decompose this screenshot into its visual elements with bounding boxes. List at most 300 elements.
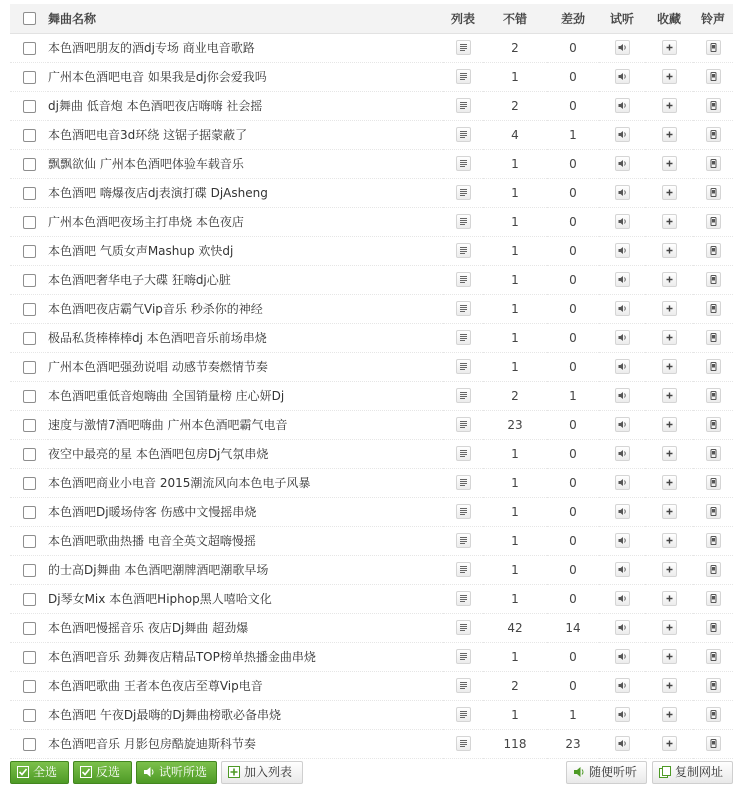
table-row	[10, 207, 733, 236]
phone-icon[interactable]	[706, 533, 721, 548]
table-row	[10, 439, 733, 468]
play-cell	[599, 207, 645, 236]
table-row	[10, 642, 733, 671]
song-name[interactable]: 本色酒吧电音3d环绕 这锯子据蒙蔽了	[48, 128, 248, 142]
list-cell	[443, 671, 483, 700]
row-check-cell	[10, 178, 48, 207]
list-icon[interactable]	[456, 475, 471, 490]
plus-icon[interactable]	[662, 388, 677, 403]
ring-cell	[693, 149, 733, 178]
ring-cell	[693, 178, 733, 207]
song-name[interactable]: 广州本色酒吧夜场主打串烧 本色夜店	[48, 215, 244, 229]
list-cell	[443, 91, 483, 120]
table-row	[10, 294, 733, 323]
speaker-icon[interactable]	[615, 359, 630, 374]
header-list: 列表	[443, 4, 483, 33]
row-checkbox[interactable]	[23, 216, 36, 229]
row-checkbox[interactable]	[23, 361, 36, 374]
list-icon[interactable]	[456, 272, 471, 287]
good-count: 1	[511, 707, 519, 722]
list-cell	[443, 62, 483, 91]
play-cell	[599, 236, 645, 265]
bad-count: 0	[569, 591, 577, 606]
row-check-cell	[10, 468, 48, 497]
row-checkbox[interactable]	[23, 187, 36, 200]
row-checkbox[interactable]	[23, 506, 36, 519]
list-cell	[443, 468, 483, 497]
row-check-cell	[10, 555, 48, 584]
row-checkbox[interactable]	[23, 71, 36, 84]
header-ring: 铃声	[693, 4, 733, 33]
plus-icon[interactable]	[662, 214, 677, 229]
list-icon[interactable]	[456, 40, 471, 55]
ring-cell	[693, 497, 733, 526]
fav-cell	[645, 729, 693, 758]
list-cell	[443, 236, 483, 265]
phone-icon[interactable]	[706, 417, 721, 432]
song-name[interactable]: 本色酒吧商业小电音 2015潮流风向本色电子风暴	[48, 476, 311, 490]
song-name[interactable]: 速度与激情7酒吧嗨曲 广州本色酒吧霸气电音	[48, 418, 288, 432]
play-cell	[599, 265, 645, 294]
speaker-icon[interactable]	[615, 707, 630, 722]
list-icon[interactable]	[456, 185, 471, 200]
fav-cell	[645, 613, 693, 642]
good-count: 1	[511, 591, 519, 606]
bad-count: 0	[569, 301, 577, 316]
plus-icon[interactable]	[662, 98, 677, 113]
ring-cell	[693, 671, 733, 700]
good-count: 1	[511, 504, 519, 519]
song-name[interactable]: 本色酒吧Dj暖场侍客 伤感中文慢摇串烧	[48, 505, 257, 519]
list-icon[interactable]	[456, 301, 471, 316]
phone-icon[interactable]	[706, 330, 721, 345]
table-row	[10, 178, 733, 207]
play-cell	[599, 584, 645, 613]
invert-selection-button[interactable]	[73, 761, 132, 784]
plus-icon[interactable]	[662, 40, 677, 55]
bad-count: 0	[569, 417, 577, 432]
row-checkbox[interactable]	[23, 738, 36, 751]
plus-icon[interactable]	[662, 707, 677, 722]
play-cell	[599, 352, 645, 381]
list-icon[interactable]	[456, 620, 471, 635]
list-icon[interactable]	[456, 214, 471, 229]
fav-cell	[645, 410, 693, 439]
plus-icon[interactable]	[662, 330, 677, 345]
row-checkbox[interactable]	[23, 564, 36, 577]
good-count: 1	[511, 69, 519, 84]
ring-cell	[693, 439, 733, 468]
speaker-icon[interactable]	[615, 243, 630, 258]
good-count: 1	[511, 301, 519, 316]
row-checkbox[interactable]	[23, 158, 36, 171]
phone-icon[interactable]	[706, 707, 721, 722]
play-cell	[599, 642, 645, 671]
plus-icon[interactable]	[662, 301, 677, 316]
row-checkbox[interactable]	[23, 622, 36, 635]
table-row	[10, 613, 733, 642]
row-checkbox[interactable]	[23, 535, 36, 548]
action-bar	[0, 758, 746, 785]
ring-cell	[693, 120, 733, 149]
table-row	[10, 584, 733, 613]
phone-icon[interactable]	[706, 504, 721, 519]
select-all-label: 全选	[33, 765, 58, 779]
list-icon[interactable]	[456, 127, 471, 142]
good-count: 1	[511, 156, 519, 171]
list-icon[interactable]	[456, 707, 471, 722]
song-name[interactable]: 本色酒吧歌曲 王者本色夜店至尊Vip电音	[48, 679, 263, 693]
bad-count: 0	[569, 359, 577, 374]
row-checkbox[interactable]	[23, 448, 36, 461]
play-selected-button[interactable]	[136, 761, 217, 784]
song-name[interactable]: 本色酒吧音乐 月影包房酷旋迪斯科节奏	[48, 737, 256, 751]
fav-cell	[645, 439, 693, 468]
fav-cell	[645, 120, 693, 149]
good-count: 2	[511, 98, 519, 113]
speaker-icon[interactable]	[615, 388, 630, 403]
select-all-button[interactable]	[10, 761, 69, 784]
list-icon[interactable]	[456, 98, 471, 113]
bad-count: 0	[569, 156, 577, 171]
list-cell	[443, 381, 483, 410]
phone-icon[interactable]	[706, 301, 721, 316]
bad-count: 0	[569, 446, 577, 461]
bad-count: 0	[569, 562, 577, 577]
row-checkbox[interactable]	[23, 100, 36, 113]
copy-icon	[659, 766, 671, 778]
plus-icon[interactable]	[662, 127, 677, 142]
table-row	[10, 149, 733, 178]
phone-icon[interactable]	[706, 272, 721, 287]
phone-icon[interactable]	[706, 359, 721, 374]
list-icon[interactable]	[456, 533, 471, 548]
row-checkbox[interactable]	[23, 593, 36, 606]
song-table	[10, 4, 733, 759]
speaker-icon[interactable]	[615, 678, 630, 693]
header-fav: 收藏	[645, 4, 693, 33]
good-count: 2	[511, 678, 519, 693]
list-icon[interactable]	[456, 156, 471, 171]
phone-icon[interactable]	[706, 40, 721, 55]
ring-cell	[693, 33, 733, 62]
good-count: 1	[511, 649, 519, 664]
plus-icon[interactable]	[662, 562, 677, 577]
speaker-icon[interactable]	[615, 40, 630, 55]
speaker-icon[interactable]	[615, 301, 630, 316]
song-name[interactable]: 本色酒吧重低音炮嗨曲 全国销量榜 庄心妍Dj	[48, 389, 285, 403]
song-name[interactable]: 本色酒吧音乐 劲舞夜店精品TOP榜单热播金曲串烧	[48, 650, 316, 664]
select-all-checkbox[interactable]	[23, 12, 36, 25]
table-row	[10, 91, 733, 120]
fav-cell	[645, 468, 693, 497]
fav-cell	[645, 265, 693, 294]
speaker-icon[interactable]	[615, 504, 630, 519]
phone-icon[interactable]	[706, 620, 721, 635]
phone-icon[interactable]	[706, 243, 721, 258]
table-row	[10, 671, 733, 700]
row-check-cell	[10, 149, 48, 178]
phone-icon[interactable]	[706, 156, 721, 171]
phone-icon[interactable]	[706, 214, 721, 229]
list-cell	[443, 120, 483, 149]
song-name[interactable]: Dj琴女Mix 本色酒吧Hiphop黑人嘻哈文化	[48, 592, 272, 606]
plus-icon[interactable]	[662, 185, 677, 200]
list-icon[interactable]	[456, 649, 471, 664]
bad-count: 23	[565, 736, 581, 751]
list-icon[interactable]	[456, 562, 471, 577]
plus-icon[interactable]	[662, 475, 677, 490]
speaker-icon[interactable]	[615, 69, 630, 84]
fav-cell	[645, 33, 693, 62]
fav-cell	[645, 497, 693, 526]
list-icon[interactable]	[456, 69, 471, 84]
fav-cell	[645, 62, 693, 91]
fav-cell	[645, 584, 693, 613]
ring-cell	[693, 700, 733, 729]
plus-icon[interactable]	[662, 620, 677, 635]
list-cell	[443, 584, 483, 613]
song-name[interactable]: 夜空中最亮的星 本色酒吧包房Dj气氛串烧	[48, 447, 269, 461]
list-icon[interactable]	[456, 736, 471, 751]
speaker-icon[interactable]	[615, 214, 630, 229]
bad-count: 0	[569, 98, 577, 113]
list-cell	[443, 642, 483, 671]
speaker-icon[interactable]	[615, 620, 630, 635]
random-play-label: 随便听听	[589, 765, 638, 779]
plus-icon[interactable]	[662, 678, 677, 693]
list-icon[interactable]	[456, 504, 471, 519]
ring-cell	[693, 265, 733, 294]
fav-cell	[645, 178, 693, 207]
bad-count: 0	[569, 272, 577, 287]
speaker-icon	[573, 766, 585, 778]
song-name[interactable]: 广州本色酒吧电音 如果我是dj你会爱我吗	[48, 70, 267, 84]
header-song-name: 舞曲名称	[48, 4, 443, 33]
add-to-list-label: 加入列表	[244, 765, 293, 779]
phone-icon[interactable]	[706, 388, 721, 403]
fav-cell	[645, 149, 693, 178]
list-icon[interactable]	[456, 388, 471, 403]
good-count: 118	[503, 736, 527, 751]
good-count: 4	[511, 127, 519, 142]
row-check-cell	[10, 613, 48, 642]
fav-cell	[645, 91, 693, 120]
song-name[interactable]: dj舞曲 低音炮 本色酒吧夜店嗨嗨 社会摇	[48, 99, 263, 113]
phone-icon[interactable]	[706, 736, 721, 751]
list-cell	[443, 526, 483, 555]
row-check-cell	[10, 120, 48, 149]
row-checkbox[interactable]	[23, 129, 36, 142]
phone-icon[interactable]	[706, 591, 721, 606]
table-row	[10, 729, 733, 758]
speaker-icon[interactable]	[615, 330, 630, 345]
song-name[interactable]: 本色酒吧慢摇音乐 夜店Dj舞曲 超劲爆	[48, 621, 249, 635]
good-count: 1	[511, 359, 519, 374]
fav-cell	[645, 555, 693, 584]
plus-icon[interactable]	[662, 504, 677, 519]
list-cell	[443, 613, 483, 642]
song-name[interactable]: 的士高Dj舞曲 本色酒吧潮牌酒吧潮歌早场	[48, 563, 269, 577]
row-checkbox[interactable]	[23, 680, 36, 693]
ring-cell	[693, 526, 733, 555]
song-name[interactable]: 广州本色酒吧强劲说唱 动感节奏燃情节奏	[48, 360, 268, 374]
plus-icon[interactable]	[662, 243, 677, 258]
row-checkbox[interactable]	[23, 651, 36, 664]
table-row	[10, 410, 733, 439]
play-cell	[599, 526, 645, 555]
list-cell	[443, 178, 483, 207]
list-cell	[443, 33, 483, 62]
row-checkbox[interactable]	[23, 42, 36, 55]
play-cell	[599, 62, 645, 91]
phone-icon[interactable]	[706, 185, 721, 200]
speaker-icon[interactable]	[615, 446, 630, 461]
speaker-icon[interactable]	[615, 736, 630, 751]
speaker-icon[interactable]	[615, 475, 630, 490]
list-cell	[443, 323, 483, 352]
bad-count: 0	[569, 214, 577, 229]
good-count: 1	[511, 243, 519, 258]
play-cell	[599, 323, 645, 352]
plus-icon[interactable]	[662, 591, 677, 606]
play-cell	[599, 439, 645, 468]
phone-icon[interactable]	[706, 678, 721, 693]
plus-icon[interactable]	[662, 736, 677, 751]
list-icon[interactable]	[456, 446, 471, 461]
phone-icon[interactable]	[706, 69, 721, 84]
phone-icon[interactable]	[706, 475, 721, 490]
good-count: 23	[507, 417, 523, 432]
list-icon[interactable]	[456, 678, 471, 693]
play-cell	[599, 381, 645, 410]
plus-icon[interactable]	[662, 533, 677, 548]
plus-icon[interactable]	[662, 69, 677, 84]
phone-icon[interactable]	[706, 649, 721, 664]
row-check-cell	[10, 729, 48, 758]
list-icon[interactable]	[456, 359, 471, 374]
good-count: 1	[511, 185, 519, 200]
row-checkbox[interactable]	[23, 245, 36, 258]
copy-url-label: 复制网址	[675, 765, 724, 779]
fav-cell	[645, 381, 693, 410]
ring-cell	[693, 642, 733, 671]
bad-count: 0	[569, 40, 577, 55]
table-row	[10, 120, 733, 149]
list-icon[interactable]	[456, 417, 471, 432]
play-cell	[599, 497, 645, 526]
row-check-cell	[10, 62, 48, 91]
fav-cell	[645, 526, 693, 555]
random-play-button[interactable]	[566, 761, 647, 784]
plus-icon[interactable]	[662, 359, 677, 374]
row-checkbox[interactable]	[23, 390, 36, 403]
list-cell	[443, 729, 483, 758]
good-count: 1	[511, 446, 519, 461]
ring-cell	[693, 352, 733, 381]
song-name[interactable]: 本色酒吧奢华电子大碟 狂嗨dj心脏	[48, 273, 231, 287]
table-row	[10, 497, 733, 526]
ring-cell	[693, 613, 733, 642]
speaker-icon[interactable]	[615, 272, 630, 287]
good-count: 42	[507, 620, 523, 635]
good-count: 1	[511, 272, 519, 287]
good-count: 2	[511, 40, 519, 55]
list-cell	[443, 265, 483, 294]
speaker-icon[interactable]	[615, 156, 630, 171]
good-count: 1	[511, 533, 519, 548]
list-icon[interactable]	[456, 330, 471, 345]
song-name[interactable]: 本色酒吧 嗨爆夜店dj表演打碟 DjAsheng	[48, 186, 268, 200]
phone-icon[interactable]	[706, 446, 721, 461]
speaker-icon[interactable]	[615, 98, 630, 113]
row-checkbox[interactable]	[23, 477, 36, 490]
plus-icon[interactable]	[662, 649, 677, 664]
plus-icon[interactable]	[662, 272, 677, 287]
song-name[interactable]: 本色酒吧 气质女声Mashup 欢快dj	[48, 244, 234, 258]
fav-cell	[645, 700, 693, 729]
table-row	[10, 265, 733, 294]
bad-count: 0	[569, 533, 577, 548]
speaker-icon[interactable]	[615, 591, 630, 606]
row-check-cell	[10, 207, 48, 236]
plus-icon[interactable]	[662, 156, 677, 171]
ring-cell	[693, 584, 733, 613]
song-name[interactable]: 飘飘欲仙 广州本色酒吧体验车载音乐	[48, 157, 244, 171]
ring-cell	[693, 555, 733, 584]
speaker-icon[interactable]	[615, 533, 630, 548]
plus-icon[interactable]	[662, 417, 677, 432]
song-name[interactable]: 本色酒吧歌曲热播 电音全英文超嗨慢摇	[48, 534, 256, 548]
play-cell	[599, 671, 645, 700]
phone-icon[interactable]	[706, 127, 721, 142]
speaker-icon[interactable]	[615, 185, 630, 200]
speaker-icon[interactable]	[615, 127, 630, 142]
list-cell	[443, 207, 483, 236]
song-name[interactable]: 极品私货棒棒棒dj 本色酒吧音乐前场串烧	[48, 331, 267, 345]
table-row	[10, 468, 733, 497]
ring-cell	[693, 294, 733, 323]
row-checkbox[interactable]	[23, 709, 36, 722]
speaker-icon[interactable]	[615, 649, 630, 664]
play-cell	[599, 33, 645, 62]
plus-icon[interactable]	[662, 446, 677, 461]
ring-cell	[693, 323, 733, 352]
list-icon[interactable]	[456, 591, 471, 606]
speaker-icon	[143, 766, 155, 778]
add-to-list-button[interactable]	[221, 761, 303, 784]
phone-icon[interactable]	[706, 562, 721, 577]
row-checkbox[interactable]	[23, 274, 36, 287]
song-name[interactable]: 本色酒吧夜店霸气Vip音乐 秒杀你的神经	[48, 302, 263, 316]
row-checkbox[interactable]	[23, 332, 36, 345]
play-cell	[599, 729, 645, 758]
list-cell	[443, 439, 483, 468]
song-name[interactable]: 本色酒吧朋友的酒dj专场 商业电音歌路	[48, 41, 255, 55]
play-cell	[599, 149, 645, 178]
check-icon	[17, 766, 29, 778]
phone-icon[interactable]	[706, 98, 721, 113]
row-check-cell	[10, 352, 48, 381]
row-checkbox[interactable]	[23, 303, 36, 316]
copy-url-button[interactable]	[652, 761, 733, 784]
row-checkbox[interactable]	[23, 419, 36, 432]
speaker-icon[interactable]	[615, 562, 630, 577]
list-icon[interactable]	[456, 243, 471, 258]
good-count: 1	[511, 330, 519, 345]
speaker-icon[interactable]	[615, 417, 630, 432]
song-name[interactable]: 本色酒吧 午夜Dj最嗨的Dj舞曲榜歌必备串烧	[48, 708, 281, 722]
